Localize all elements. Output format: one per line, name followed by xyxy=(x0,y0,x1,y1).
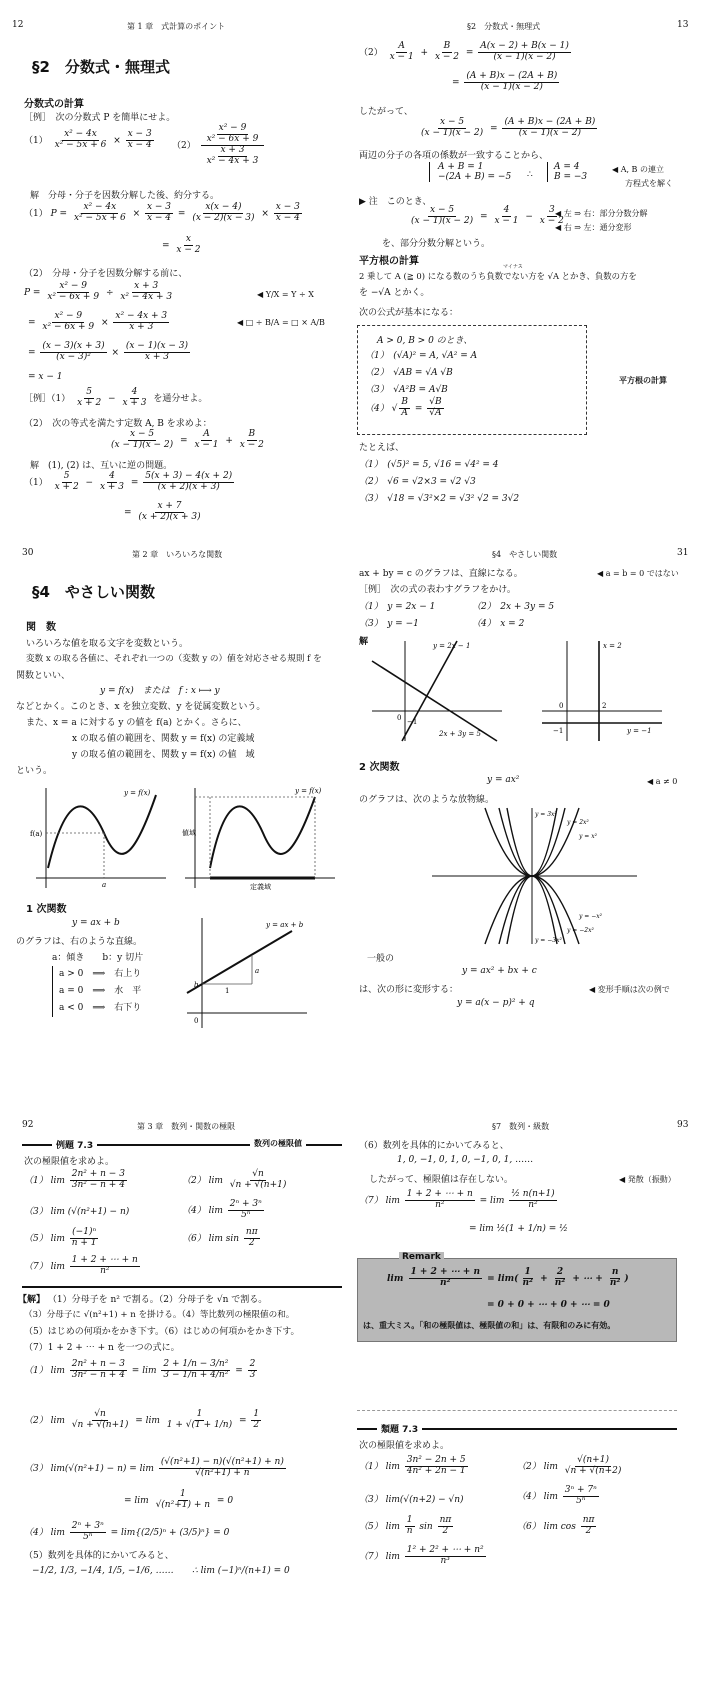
solution-2-intro: （2） 分母・分子を因数分解する前に、 xyxy=(24,269,188,279)
formula-4: （4） √ $\frac{B}{A}$ = $\frac{√B}{√A}$ xyxy=(365,397,442,418)
line-label: y = 2x − 1 xyxy=(433,642,471,650)
q5: （5） lim $\frac{\text{(−1)ⁿ}}{n + 1}$ xyxy=(24,1227,97,1248)
quad-eq: y = ax² xyxy=(487,775,520,785)
text-line: y = f(x) または f : x ⟼ y xyxy=(100,686,220,696)
caution: ▶ 注 このとき、 xyxy=(359,197,432,207)
example: ［例］ 次の式の表わすグラフをかけ。 xyxy=(359,585,516,595)
running-header: §2 分数式・無理式 xyxy=(467,22,541,31)
text-line: y の取る値の範囲を、関数 y = f(x) の値 域 xyxy=(72,750,255,760)
page-30 xyxy=(12,548,352,1088)
svg-text:a: a xyxy=(255,967,260,975)
tail: を通分せよ。 xyxy=(153,393,208,404)
label-fa: f(a) xyxy=(30,830,43,838)
curve-label: y = 2x² xyxy=(567,819,589,826)
page-13 xyxy=(357,20,697,540)
solution-head xyxy=(18,1292,267,1305)
solution-line-2d: = x − 1 xyxy=(28,372,63,382)
label: （5） xyxy=(359,1521,383,1532)
label: （2） xyxy=(517,1461,541,1472)
running-header: 第 1 章 式計算のポイント xyxy=(127,22,226,31)
remark-eq: lim $\frac{1 + 2 + \cdots + n}{\text{n²}}$ = lim( $\frac{1}{\text{n²}}$ + $\frac{2}{\text{n²}}$ + ⋯ + $\frac{n}{\text{n²}}$ ) xyxy=(387,1267,629,1288)
running-header: 第 2 章 いろいろな関数 xyxy=(132,550,223,559)
line-label: y = −1 xyxy=(627,727,652,735)
similar-title: 類題 7.3 xyxy=(377,1422,422,1435)
example-4: （4） x = 2 xyxy=(472,619,525,629)
similar-intro: 次の極限値を求めよ。 xyxy=(359,1441,450,1451)
answer-6: （6）数列を具体的にかいてみると、 xyxy=(359,1141,509,1151)
remark-title: Remark xyxy=(399,1252,444,1262)
solution-2-intro: 解 (1), (2) は、互いに逆の問題。 xyxy=(30,461,173,471)
curve-label: y = −x² xyxy=(579,913,603,920)
example-2: （2） 2x + 3y = 5 xyxy=(472,602,555,612)
section-title: §2 分数式・無理式 xyxy=(32,58,170,76)
curve-label: y = 3x² xyxy=(535,811,557,818)
graph-linear xyxy=(182,913,312,1033)
page-12 xyxy=(12,20,352,540)
margin-note: ◀ □ ÷ B/A = □ × A/B xyxy=(237,318,325,327)
text-line: 変数 x の取る各値に、それぞれ一つの（変数 y の）値を対応させる規則 f を xyxy=(26,654,322,664)
example-2b: （2） 次の等式を満たす定数 A, B を求めよ： xyxy=(24,419,212,429)
margin-note: ◀ a ≠ 0 xyxy=(647,777,678,786)
general-intro: 一般の xyxy=(367,954,395,964)
label: 【解】 xyxy=(18,1295,46,1305)
svg-text:−1: −1 xyxy=(553,727,564,735)
identity: $\frac{x - 5}{(x - 1)(x - 2)}$ = $\frac{(A + B)x - (2A + B)}{(x - 1)(x - 2)}$ xyxy=(421,117,596,138)
label: （6） xyxy=(182,1233,206,1244)
answer-6-seq: 1, 0, −1, 0, 1, 0, −1, 0, 1, …… xyxy=(397,1155,534,1165)
formula-3: （3） √A²B = A√B xyxy=(365,385,448,395)
divider xyxy=(357,1410,677,1411)
margin-note: ◀ 発散（振動） xyxy=(619,1175,676,1184)
q3: （3） lim (√(n²+1) − n) xyxy=(24,1207,130,1217)
label: （5） xyxy=(24,1233,48,1244)
line-label: 2x + 3y = 5 xyxy=(439,730,481,738)
general-eq-2: y = a(x − p)² + q xyxy=(457,998,535,1008)
therefore-symbol: ∴ xyxy=(527,170,533,180)
section-title: §4 やさしい関数 xyxy=(32,583,155,601)
curve-label: y = −2x² xyxy=(567,927,594,934)
example-2: （2） √6 = √2×3 = √2 √3 xyxy=(359,477,476,487)
margin-note: 方程式を解く xyxy=(625,179,673,188)
label: （7） xyxy=(359,1551,383,1562)
general-eq: y = ax² + bx + c xyxy=(462,966,537,976)
line-label: x = 2 xyxy=(603,642,622,650)
eq: A + B = 1 xyxy=(438,162,484,172)
text-line: また、x = a に対する y の値を f(a) とかく。さらに、 xyxy=(26,718,247,728)
topic-heading: 分数式の計算 xyxy=(24,99,84,110)
page-92 xyxy=(12,1120,352,1690)
label: （2） xyxy=(172,140,196,151)
compare: 両辺の分子の各項の係数が一致することから、 xyxy=(359,151,549,161)
case: a > 0 ⟹ 右上り xyxy=(59,969,142,979)
text-line: 関数といい、 xyxy=(16,671,71,681)
line-1: （2） $\frac{A}{x - 1}$ + $\frac{B}{x - 2}$ = $\frac{A(x - 2) + B(x - 1)}{(x - 1)(x - 2)}$ xyxy=(359,41,569,62)
system-eq xyxy=(429,162,511,182)
linear-cases xyxy=(52,966,141,1017)
label: （4） xyxy=(365,403,389,414)
text-line: いろいろな値を取る文字を変数という。 xyxy=(26,639,189,649)
system-ans xyxy=(547,162,587,182)
solution-line-2a: P = $\frac{\text{x² − 9}}{\text{x² − 6x + 9}}$ ÷ $\frac{x + 3}{\text{x² − 4x + 3}}$ xyxy=(24,281,173,302)
page-number: 13 xyxy=(677,20,689,30)
line-1b: = $\frac{(A + B)x - (2A + B)}{(x - 1)(x - 2)}$ xyxy=(452,71,558,92)
graph-fx-2 xyxy=(180,783,340,893)
running-header: §7 数列・級数 xyxy=(492,1122,550,1131)
solution-line-2b: = $\frac{\text{x² − 9}}{\text{x² − 6x + 9}}$ × $\frac{\text{x² − 4x + 3}}{x + 3}$ xyxy=(28,311,168,332)
text-line: という。 xyxy=(16,766,53,776)
formula-1: （1） (√A)² = A, √A² = A xyxy=(365,351,478,361)
example-title: 例題 7.3 xyxy=(52,1138,97,1151)
partial-text: を、部分分数分解という。 xyxy=(382,239,491,249)
label: （6） xyxy=(517,1521,541,1532)
answer-5-res: ∴ lim (−1)ⁿ/(n+1) = 0 xyxy=(192,1566,290,1576)
label: （1） xyxy=(359,1461,383,1472)
r4: （4） lim $\frac{\text{3ⁿ + 7ⁿ}}{\text{5ⁿ}}$ xyxy=(517,1485,597,1506)
answer-3b: = lim $\frac{1}{\text{√(n²+1) + n}}$ = 0 xyxy=(124,1489,234,1510)
range-label: 値域 xyxy=(182,829,196,837)
quad-text: のグラフは、次のような放物線。 xyxy=(359,795,495,805)
label: （1） xyxy=(24,1175,48,1186)
hint: （5）はじめの何項かをかき下す。（6）はじめの何項かをかき下す。 xyxy=(24,1327,300,1337)
solution-line-1b: = $\frac{x}{x - 2}$ xyxy=(162,234,201,255)
partial-fraction: $\frac{x - 5}{(x - 1)(x - 2)}$ = $\frac{4}{x - 1}$ − $\frac{3}{x - 2}$ xyxy=(411,205,564,226)
svg-text:−1: −1 xyxy=(407,718,418,726)
hint: （3）分母子に √(n²+1) + n を掛ける。（4）等比数列の極限値の和。 xyxy=(24,1310,295,1320)
running-header: §4 やさしい関数 xyxy=(492,550,558,559)
svg-text:0: 0 xyxy=(559,702,564,710)
label: （4） xyxy=(517,1491,541,1502)
question-2: （2） $\frac{\frac{\text{x² − 9}}{\text{x² − 6x + 9}}}{\frac{x + 3}{\text{x² − 4x + 3}}}$ xyxy=(172,124,266,167)
label: （7） xyxy=(359,1195,383,1206)
curve-label: y = x² xyxy=(579,833,598,840)
answer-4: （4） lim $\frac{\text{2ⁿ + 3ⁿ}}{\text{5ⁿ}}$ = lim{(2/5)ⁿ + (3/5)ⁿ} = 0 xyxy=(24,1521,230,1542)
curve-label: y = −3x² xyxy=(535,937,562,944)
hint: （1）分母子を n² で割る。（2）分母子を √n で割る。 xyxy=(47,1295,268,1305)
example-2: ［例］（1） $\frac{5}{x + 2}$ − $\frac{4}{x + 3}$ を通分せよ。 xyxy=(24,387,208,408)
svg-text:2: 2 xyxy=(602,702,607,710)
domain-label: 定義域 xyxy=(250,883,271,891)
example-1: （1） y = 2x − 1 xyxy=(359,602,436,612)
linear-params: a：傾き b：y 切片 xyxy=(52,953,144,963)
therefore: したがって、 xyxy=(359,107,413,117)
linear-text: のグラフは、右のような直線。 xyxy=(16,937,143,947)
answer-5-seq: −1/2, 1/3, −1/4, 1/5, −1/6, …… xyxy=(32,1566,174,1576)
r5: （5） lim $\frac{1}{n}$ sin $\frac{n\pi}{2}$ xyxy=(359,1515,452,1536)
answer-7: （7） lim $\frac{1 + 2 + \cdots + n}{\text{n²}}$ = lim $\frac{\text{½ n(n+1)}}{\text{n²}}$ xyxy=(359,1189,555,1210)
label: （1） xyxy=(24,135,48,146)
graph-lines-a xyxy=(367,636,507,746)
label: ［例］（1） xyxy=(24,393,71,404)
label: （4） xyxy=(182,1205,206,1216)
margin-note: ◀ 左 ⇒ 右：部分分数分解 xyxy=(555,209,648,218)
formula-2: （2） √AB = √A √B xyxy=(365,368,453,378)
text-line: ax + by = c のグラフは、直線になる。 xyxy=(359,569,523,579)
case: a < 0 ⟹ 右下り xyxy=(59,1003,142,1013)
svg-text:0: 0 xyxy=(194,1017,199,1025)
sqrt-def-1: 2 乗して A (≧ 0) になる数のうち負数でない方を √A とかき、負数の方を xyxy=(359,271,637,281)
example-topic: 数列の極限値 xyxy=(250,1138,306,1149)
curve-label: y = f(x) xyxy=(295,787,322,795)
r2: （2） lim $\frac{√(n+1)}{√n + √(n+2)}$ xyxy=(517,1455,622,1476)
ans: A = 4 xyxy=(554,162,580,172)
margin-note: ◀ 右 ⇒ 左：通分変形 xyxy=(555,223,632,232)
example-1: （1） (√5)² = 5, √16 = √4² = 4 xyxy=(359,460,499,470)
topic-heading: 平方根の計算 xyxy=(359,256,419,267)
remark-text: は、重大ミス。「和の極限値は、極限値の和」は、有限和のみに有効。 xyxy=(363,1320,616,1330)
page-number: 93 xyxy=(677,1120,689,1130)
svg-text:1: 1 xyxy=(225,987,230,995)
linear-title: 1 次関数 xyxy=(26,904,67,915)
q2: （2） lim $\frac{√n}{√n + √(n+1)}$ xyxy=(182,1169,287,1190)
page-number: 92 xyxy=(22,1120,34,1130)
text-line: などとかく。このとき、x を独立変数、y を従属変数という。 xyxy=(16,702,266,712)
label: （1） xyxy=(24,208,48,219)
page-93 xyxy=(357,1120,697,1690)
answer-6-text: したがって、極限値は存在しない。 xyxy=(369,1175,513,1185)
sqrt-def-2: を −√A とかく。 xyxy=(359,288,430,298)
solution-line-1: （1） P = $\frac{\text{x² − 4x}}{\text{x² − 5x + 6}}$ × $\frac{x - 3}{x - 4}$ = $\frac{x(x - 4)}{(x - 2)(x - 3)}$ × $\frac{x - 3}{x - 4}$ xyxy=(24,202,300,223)
margin-note: ◀ a = b = 0 ではない xyxy=(597,569,679,578)
condition: A > 0, B > 0 のとき、 xyxy=(377,336,473,346)
q4: （4） lim $\frac{\text{2ⁿ + 3ⁿ}}{\text{5ⁿ}}$ xyxy=(182,1199,262,1220)
solution-intro: 解 分母・分子を因数分解した後、約分する。 xyxy=(30,191,220,201)
solution-2-line: （1） $\frac{5}{x + 2}$ − $\frac{4}{x + 3}$ = $\frac{5(x + 3) - 4(x + 2)}{(x + 2)(x + 3)}$ xyxy=(24,471,233,492)
example-statement: ［例］ 次の分数式 P を簡単にせよ。 xyxy=(24,113,176,123)
graph-lines-b xyxy=(537,636,667,746)
r6: （6） lim cos $\frac{n\pi}{2}$ xyxy=(517,1515,595,1536)
question-1: （1） $\frac{\text{x² − 4x}}{\text{x² − 5x + 6}}$ × $\frac{x - 3}{x - 4}$ xyxy=(24,129,152,150)
remark-eq-2: = 0 + 0 + ⋯ + 0 + ⋯ = 0 xyxy=(487,1300,610,1310)
page-31 xyxy=(357,548,697,1088)
equation: $\frac{x - 5}{(x - 1)(x - 2)}$ = $\frac{A}{x - 1}$ + $\frac{B}{x - 2}$ xyxy=(111,429,264,450)
margin-note: ◀ Y/X = Y ÷ X xyxy=(257,290,314,299)
svg-text:b: b xyxy=(194,981,199,989)
box-label: 平方根の計算 xyxy=(619,376,667,385)
intro: 次の極限値を求めよ。 xyxy=(24,1157,115,1167)
basic: 次の公式が基本になる： xyxy=(359,308,459,318)
eq: −(2A + B) = −5 xyxy=(438,172,512,182)
running-header: 第 3 章 数列・関数の極限 xyxy=(137,1122,236,1131)
answer-2: （2） lim $\frac{√n}{√n + √(n+1)}$ = lim $\frac{1}{1 + √(1 + 1/n)}$ = $\frac{1}{2}$ xyxy=(24,1409,260,1430)
label: （3） xyxy=(24,1207,48,1217)
r1: （1） lim $\frac{\text{3n² − 2n + 5}}{\text{4n² + 2n − 1}}$ xyxy=(359,1455,466,1476)
svg-text:0: 0 xyxy=(397,714,402,722)
example-3: （3） y = −1 xyxy=(359,619,419,629)
ruby: マイナス xyxy=(503,264,523,270)
quad-title: 2 次関数 xyxy=(359,762,400,773)
label: （3） xyxy=(359,1495,383,1505)
case: a = 0 ⟹ 水 平 xyxy=(59,986,142,996)
answer-7b: = lim ½(1 + 1/n) = ½ xyxy=(469,1224,568,1234)
margin-note: ◀ A, B の連立 xyxy=(612,165,664,174)
solution-line-2c: = $\frac{(x - 3)(x + 3)}{\text{(x − 3)²}}$ × $\frac{(x - 1)(x - 3)}{x + 3}$ xyxy=(28,341,189,362)
page-number: 31 xyxy=(677,548,689,558)
example-intro: たとえば、 xyxy=(359,443,405,453)
answer-1: （1） lim $\frac{\text{2n² + n − 3}}{\text{3n² − n + 4}}$ = lim $\frac{\text{2 + 1/n − 3/n²}}{\text{3 − 1/n + 4/n²}}$ = $\frac{2}{3}$ xyxy=(24,1359,256,1380)
q7: （7） lim $\frac{1 + 2 + \cdots + n}{\text{n²}}$ xyxy=(24,1255,138,1276)
solution-label: 解 xyxy=(359,637,369,647)
text-line: x の取る値の範囲を、関数 y = f(x) の定義域 xyxy=(72,734,255,744)
graph-fx-1 xyxy=(26,783,176,893)
general-text: は、次の形に変形する： xyxy=(359,985,459,995)
margin-note: ◀ 変形手順は次の例で xyxy=(589,985,670,994)
answer-5: （5）数列を具体的にかいてみると、 xyxy=(24,1551,174,1561)
topic-heading: 関 数 xyxy=(26,622,56,633)
label: （2） xyxy=(359,47,383,58)
label: （7） xyxy=(24,1261,48,1272)
example-bar-end xyxy=(22,1286,342,1288)
label-a: a xyxy=(102,881,107,889)
graph-parabolas xyxy=(427,806,647,946)
q1: （1） lim $\frac{\text{2n² + n − 3}}{\text{3n² − n + 4}}$ xyxy=(24,1169,125,1190)
solution-2-result: = $\frac{x + 7}{(x + 2)(x + 3)}$ xyxy=(124,501,201,522)
label: （2） xyxy=(182,1175,206,1186)
curve-label: y = f(x) xyxy=(124,789,151,797)
line-label: y = ax + b xyxy=(266,921,304,929)
q6: （6） lim sin $\frac{n\pi}{2}$ xyxy=(182,1227,258,1248)
page-number: 30 xyxy=(22,548,34,558)
ans: B = −3 xyxy=(554,172,588,182)
linear-eq: y = ax + b xyxy=(72,918,120,928)
answer-3: （3） lim(√(n²+1) − n) = lim $\frac{\text{(√(n²+1) − n)(√(n²+1) + n)}}{\text{√(n²+1) + n}}$ xyxy=(24,1457,284,1478)
page-number: 12 xyxy=(12,20,24,30)
r3: （3） lim(√(n+2) − √n) xyxy=(359,1495,464,1505)
hint: （7）1 + 2 + ⋯ + n を一つの式に。 xyxy=(24,1343,180,1353)
example-3: （3） √18 = √3²×2 = √3² √2 = 3√2 xyxy=(359,494,520,504)
label: （1） xyxy=(24,477,48,488)
r7: （7） lim $\frac{\text{1² + 2² + ⋯ + n²}}{\text{n³}}$ xyxy=(359,1545,484,1566)
